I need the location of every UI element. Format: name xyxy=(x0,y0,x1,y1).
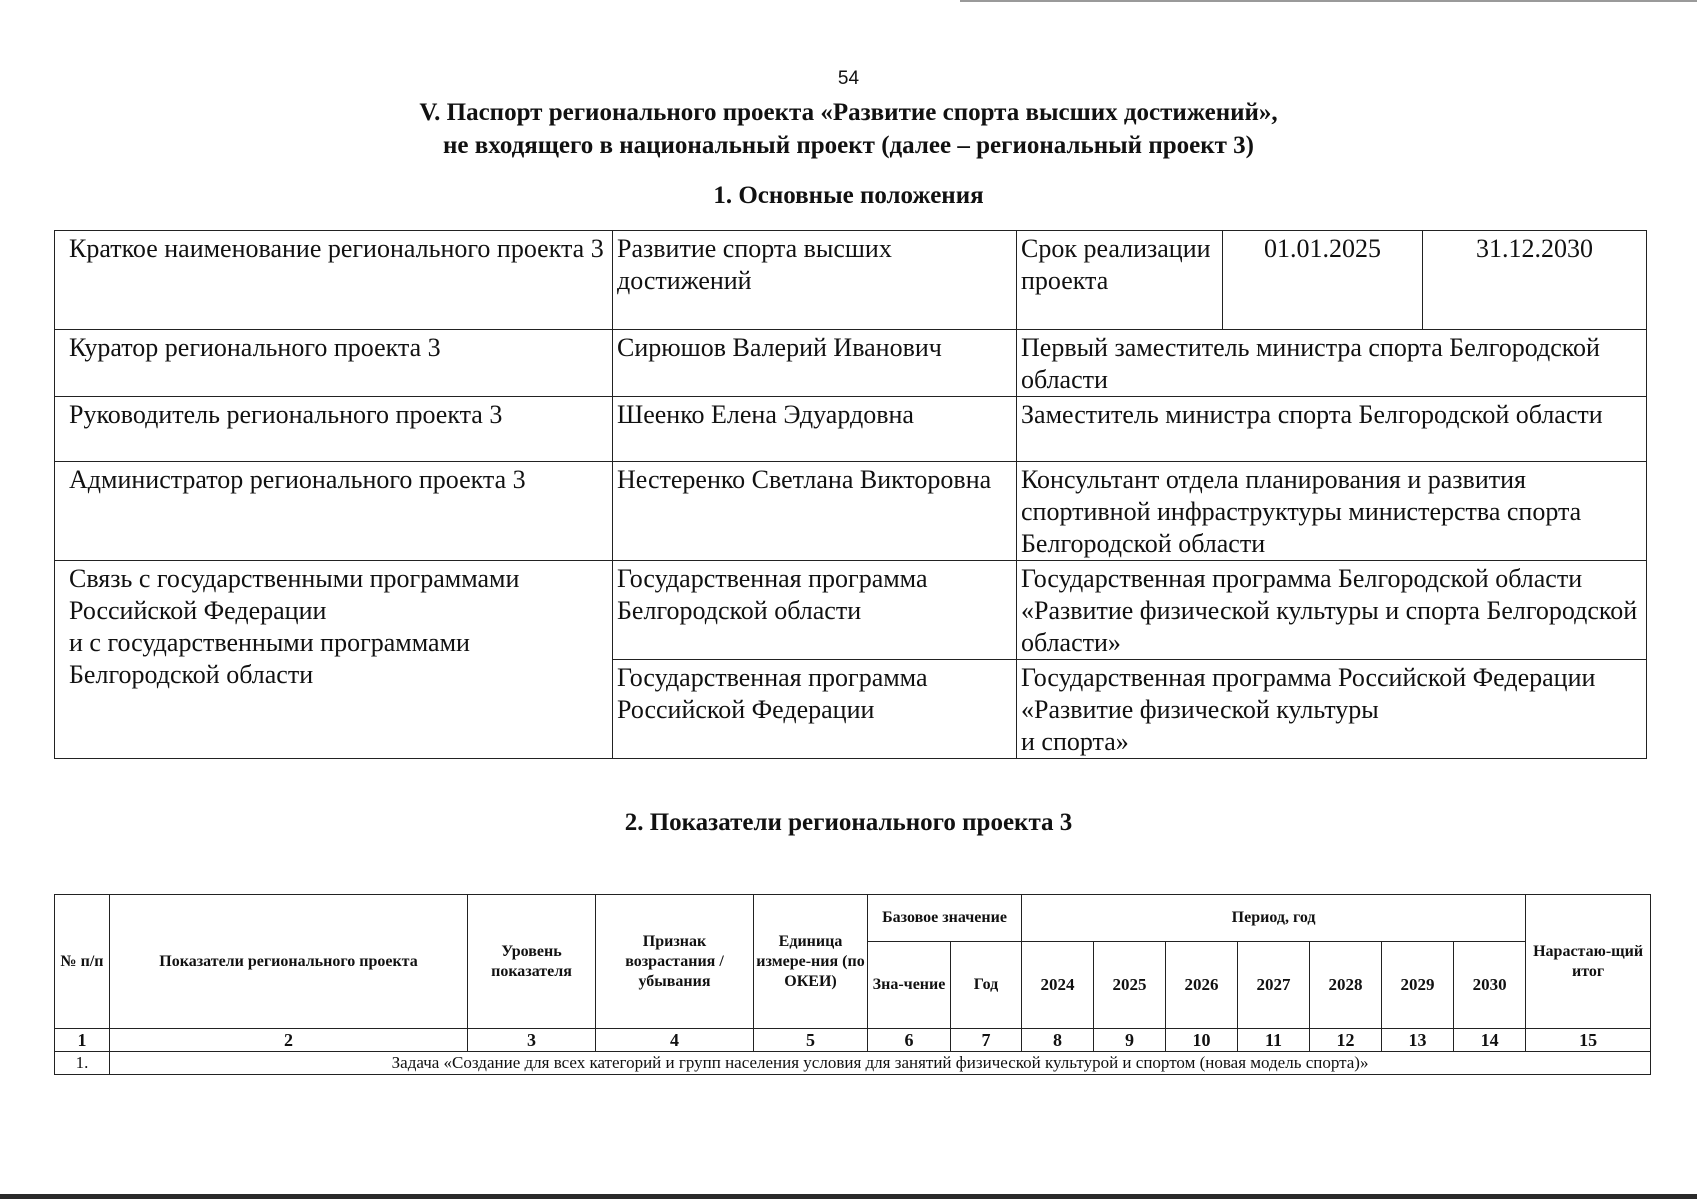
document-title-line-2: не входящего в национальный проект (далее – региональный проект 3) xyxy=(443,132,1254,159)
head-label: Руководитель регионального проекта 3 xyxy=(55,397,613,462)
header-year: 2029 xyxy=(1382,942,1454,1029)
program-type-federal: Государственная программа Российской Федерации xyxy=(613,660,1017,759)
header-level: Уровень показателя xyxy=(468,895,596,1029)
program-name-federal-line-2: и спорта» xyxy=(1021,727,1129,756)
column-number: 14 xyxy=(1454,1029,1526,1052)
header-year: 2027 xyxy=(1238,942,1310,1029)
term-label: Срок реализации проекта xyxy=(1017,231,1223,330)
admin-name: Нестеренко Светлана Викторовна xyxy=(613,462,1017,561)
head-position: Заместитель министра спорта Белгородской области xyxy=(1017,397,1647,462)
header-year: 2024 xyxy=(1022,942,1094,1029)
header-period: Период, год xyxy=(1022,895,1526,942)
end-date: 31.12.2030 xyxy=(1423,231,1647,330)
column-number: 11 xyxy=(1238,1029,1310,1052)
header-unit: Единица измере-ния (по ОКЕИ) xyxy=(754,895,868,1029)
column-number: 12 xyxy=(1310,1029,1382,1052)
column-number: 4 xyxy=(596,1029,754,1052)
page-bottom-edge-line xyxy=(0,1194,1697,1199)
program-type-regional: Государственная программа Белгородской области xyxy=(613,561,1017,660)
header-year: 2030 xyxy=(1454,942,1526,1029)
programs-link-label xyxy=(55,561,613,759)
column-number: 15 xyxy=(1526,1029,1651,1052)
curator-name: Сирюшов Валерий Иванович xyxy=(613,330,1017,397)
header-year: 2026 xyxy=(1166,942,1238,1029)
admin-position: Консультант отдела планирования и развития спортивной инфраструктуры министерства спорта Белгородской области xyxy=(1017,462,1647,561)
short-name-value: Развитие спорта высших достижений xyxy=(613,231,1017,330)
program-name-federal-line-1: Государственная программа Российской Федерации «Развитие физической культуры xyxy=(1021,663,1596,724)
column-number: 9 xyxy=(1094,1029,1166,1052)
column-number: 2 xyxy=(110,1029,468,1052)
column-numbers-row xyxy=(55,1029,1651,1052)
basic-provisions-table xyxy=(54,230,1647,759)
task-number: 1. xyxy=(55,1052,110,1075)
column-number: 10 xyxy=(1166,1029,1238,1052)
column-number: 5 xyxy=(754,1029,868,1052)
programs-link-label-line-1: Связь с государственными программами Российской Федерации xyxy=(69,564,520,625)
indicators-table xyxy=(54,894,1651,1075)
header-base-value: Зна-чение xyxy=(868,942,951,1029)
column-number: 7 xyxy=(951,1029,1022,1052)
page-number: 54 xyxy=(837,68,860,89)
column-number: 8 xyxy=(1022,1029,1094,1052)
header-sign: Признак возрастания / убывания xyxy=(596,895,754,1029)
header-year: 2028 xyxy=(1310,942,1382,1029)
head-name: Шеенко Елена Эдуардовна xyxy=(613,397,1017,462)
header-base-year: Год xyxy=(951,942,1022,1029)
short-name-label: Краткое наименование регионального проекта 3 xyxy=(55,231,613,330)
column-number: 13 xyxy=(1382,1029,1454,1052)
document-title-line-1: V. Паспорт регионального проекта «Развитие спорта высших достижений», xyxy=(419,99,1278,126)
column-number: 6 xyxy=(868,1029,951,1052)
column-number: 1 xyxy=(55,1029,110,1052)
header-cumulative: Нарастаю-щий итог xyxy=(1526,895,1651,1029)
section-1-title: 1. Основные положения xyxy=(713,182,984,209)
header-base: Базовое значение xyxy=(868,895,1022,942)
start-date: 01.01.2025 xyxy=(1223,231,1423,330)
task-row xyxy=(55,1052,1651,1075)
page-top-edge-line xyxy=(960,0,1697,2)
header-indicator: Показатели регионального проекта xyxy=(110,895,468,1029)
curator-position: Первый заместитель министра спорта Белгородской области xyxy=(1017,330,1647,397)
curator-label: Куратор регионального проекта 3 xyxy=(55,330,613,397)
admin-label: Администратор регионального проекта 3 xyxy=(55,462,613,561)
column-number: 3 xyxy=(468,1029,596,1052)
program-name-regional: Государственная программа Белгородской области «Развитие физической культуры и спорта Белгородской области» xyxy=(1017,561,1647,660)
header-number: № п/п xyxy=(55,895,110,1029)
section-2-title: 2. Показатели регионального проекта 3 xyxy=(624,809,1073,836)
program-name-federal xyxy=(1017,660,1647,759)
task-text: Задача «Создание для всех категорий и групп населения условия для занятий физической культурой и спортом (новая модель спорта)» xyxy=(110,1052,1651,1075)
programs-link-label-line-2: и с государственными программами Белгородской области xyxy=(69,628,470,689)
header-year: 2025 xyxy=(1094,942,1166,1029)
